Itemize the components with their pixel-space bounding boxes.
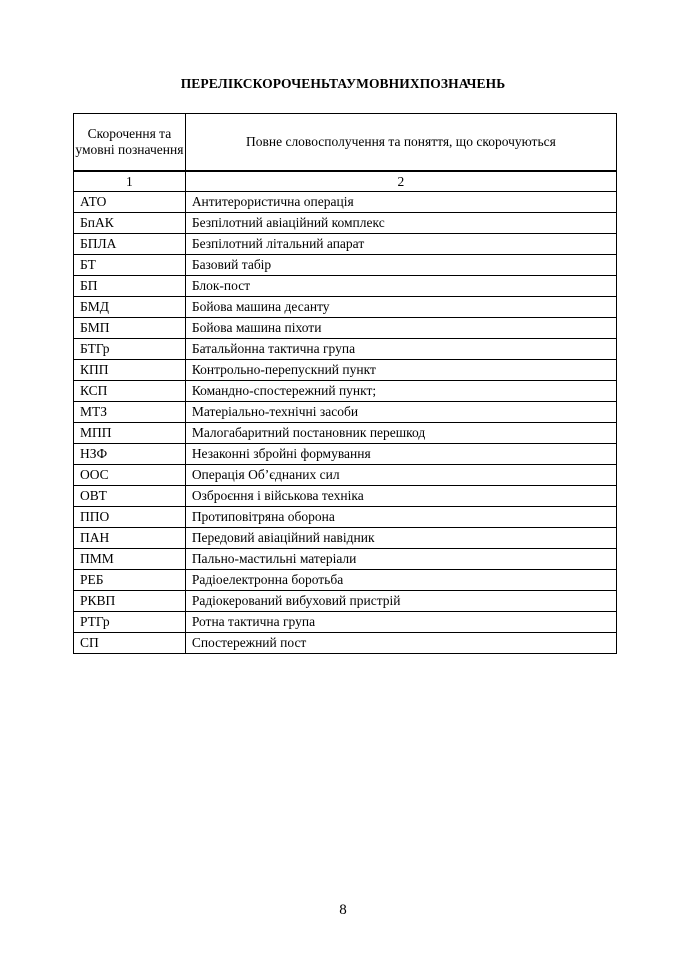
full-phrase-cell: Пально-мастильні матеріали — [185, 549, 616, 570]
table-row — [74, 612, 617, 633]
table-row — [74, 318, 617, 339]
table-row — [74, 549, 617, 570]
page-number: 8 — [339, 902, 347, 918]
abbreviation-cell: БпАК — [74, 213, 186, 234]
full-phrase-cell: Ротна тактична група — [185, 612, 616, 633]
table-row — [74, 507, 617, 528]
abbreviation-cell: БТ — [74, 255, 186, 276]
abbreviation-cell: БПЛА — [74, 234, 186, 255]
full-phrase-cell: Операція Об’єднаних сил — [185, 465, 616, 486]
full-phrase-cell: Озброєння і військова техніка — [185, 486, 616, 507]
full-phrase-cell: Передовий авіаційний навідник — [185, 528, 616, 549]
full-phrase-cell: Протиповітряна оборона — [185, 507, 616, 528]
table-header-row — [74, 114, 617, 172]
table-row — [74, 213, 617, 234]
full-phrase-cell: Бойова машина десанту — [185, 297, 616, 318]
abbreviation-cell: ООС — [74, 465, 186, 486]
full-phrase-cell: Блок-пост — [185, 276, 616, 297]
table-row — [74, 255, 617, 276]
table-row — [74, 297, 617, 318]
table-row — [74, 486, 617, 507]
table-row — [74, 339, 617, 360]
full-phrase-cell: Батальйонна тактична група — [185, 339, 616, 360]
abbreviation-cell: БТГр — [74, 339, 186, 360]
abbreviation-cell: МТЗ — [74, 402, 186, 423]
table-row — [74, 234, 617, 255]
abbreviation-cell: РЕБ — [74, 570, 186, 591]
table-row — [74, 276, 617, 297]
document-title: ПЕРЕЛІКСКОРОЧЕНЬТАУМОВНИХПОЗНАЧЕНЬ — [180, 76, 506, 91]
table-row — [74, 528, 617, 549]
column-number: 1 — [74, 171, 186, 192]
abbreviation-cell: КСП — [74, 381, 186, 402]
full-phrase-cell: Матеріально-технічні засоби — [185, 402, 616, 423]
abbreviation-cell: СП — [74, 633, 186, 654]
abbreviation-cell: РКВП — [74, 591, 186, 612]
full-phrase-cell: Малогабаритний постановник перешкод — [185, 423, 616, 444]
full-phrase-cell: Спостережний пост — [185, 633, 616, 654]
full-phrase-cell: Радіокерований вибуховий пристрій — [185, 591, 616, 612]
full-phrase-cell: Базовий табір — [185, 255, 616, 276]
table-row — [74, 633, 617, 654]
full-phrase-cell: Незаконні збройні формування — [185, 444, 616, 465]
table-row — [74, 444, 617, 465]
table-row — [74, 360, 617, 381]
table-row — [74, 423, 617, 444]
full-phrase-cell: Контрольно-перепускний пункт — [185, 360, 616, 381]
abbreviation-cell: ПММ — [74, 549, 186, 570]
full-phrase-cell: Антитерористична операція — [185, 192, 616, 213]
table-row — [74, 570, 617, 591]
abbreviation-cell: МПП — [74, 423, 186, 444]
table-row — [74, 591, 617, 612]
abbreviation-cell: ОВТ — [74, 486, 186, 507]
full-phrase-cell: Командно-спостережний пункт; — [185, 381, 616, 402]
table-row — [74, 402, 617, 423]
abbreviation-cell: ППО — [74, 507, 186, 528]
abbreviation-cell: НЗФ — [74, 444, 186, 465]
abbreviations-table — [73, 113, 617, 654]
abbreviation-cell: КПП — [74, 360, 186, 381]
abbreviation-cell: БМД — [74, 297, 186, 318]
full-phrase-cell: Радіоелектронна боротьба — [185, 570, 616, 591]
table-row — [74, 465, 617, 486]
abbreviation-cell: АТО — [74, 192, 186, 213]
full-phrase-cell: Безпілотний авіаційний комплекс — [185, 213, 616, 234]
abbreviation-cell: БМП — [74, 318, 186, 339]
table-row — [74, 192, 617, 213]
full-phrase-cell: Безпілотний літальний апарат — [185, 234, 616, 255]
header-abbreviation: Скорочення та умовні позначення — [74, 114, 186, 172]
full-phrase-cell: Бойова машина піхоти — [185, 318, 616, 339]
column-number: 2 — [185, 171, 616, 192]
header-full-phrase: Повне словосполучення та поняття, що скорочуються — [185, 114, 616, 172]
abbreviation-cell: РТГр — [74, 612, 186, 633]
table-row — [74, 381, 617, 402]
abbreviation-cell: БП — [74, 276, 186, 297]
abbreviation-cell: ПАН — [74, 528, 186, 549]
column-number-row — [74, 171, 617, 192]
